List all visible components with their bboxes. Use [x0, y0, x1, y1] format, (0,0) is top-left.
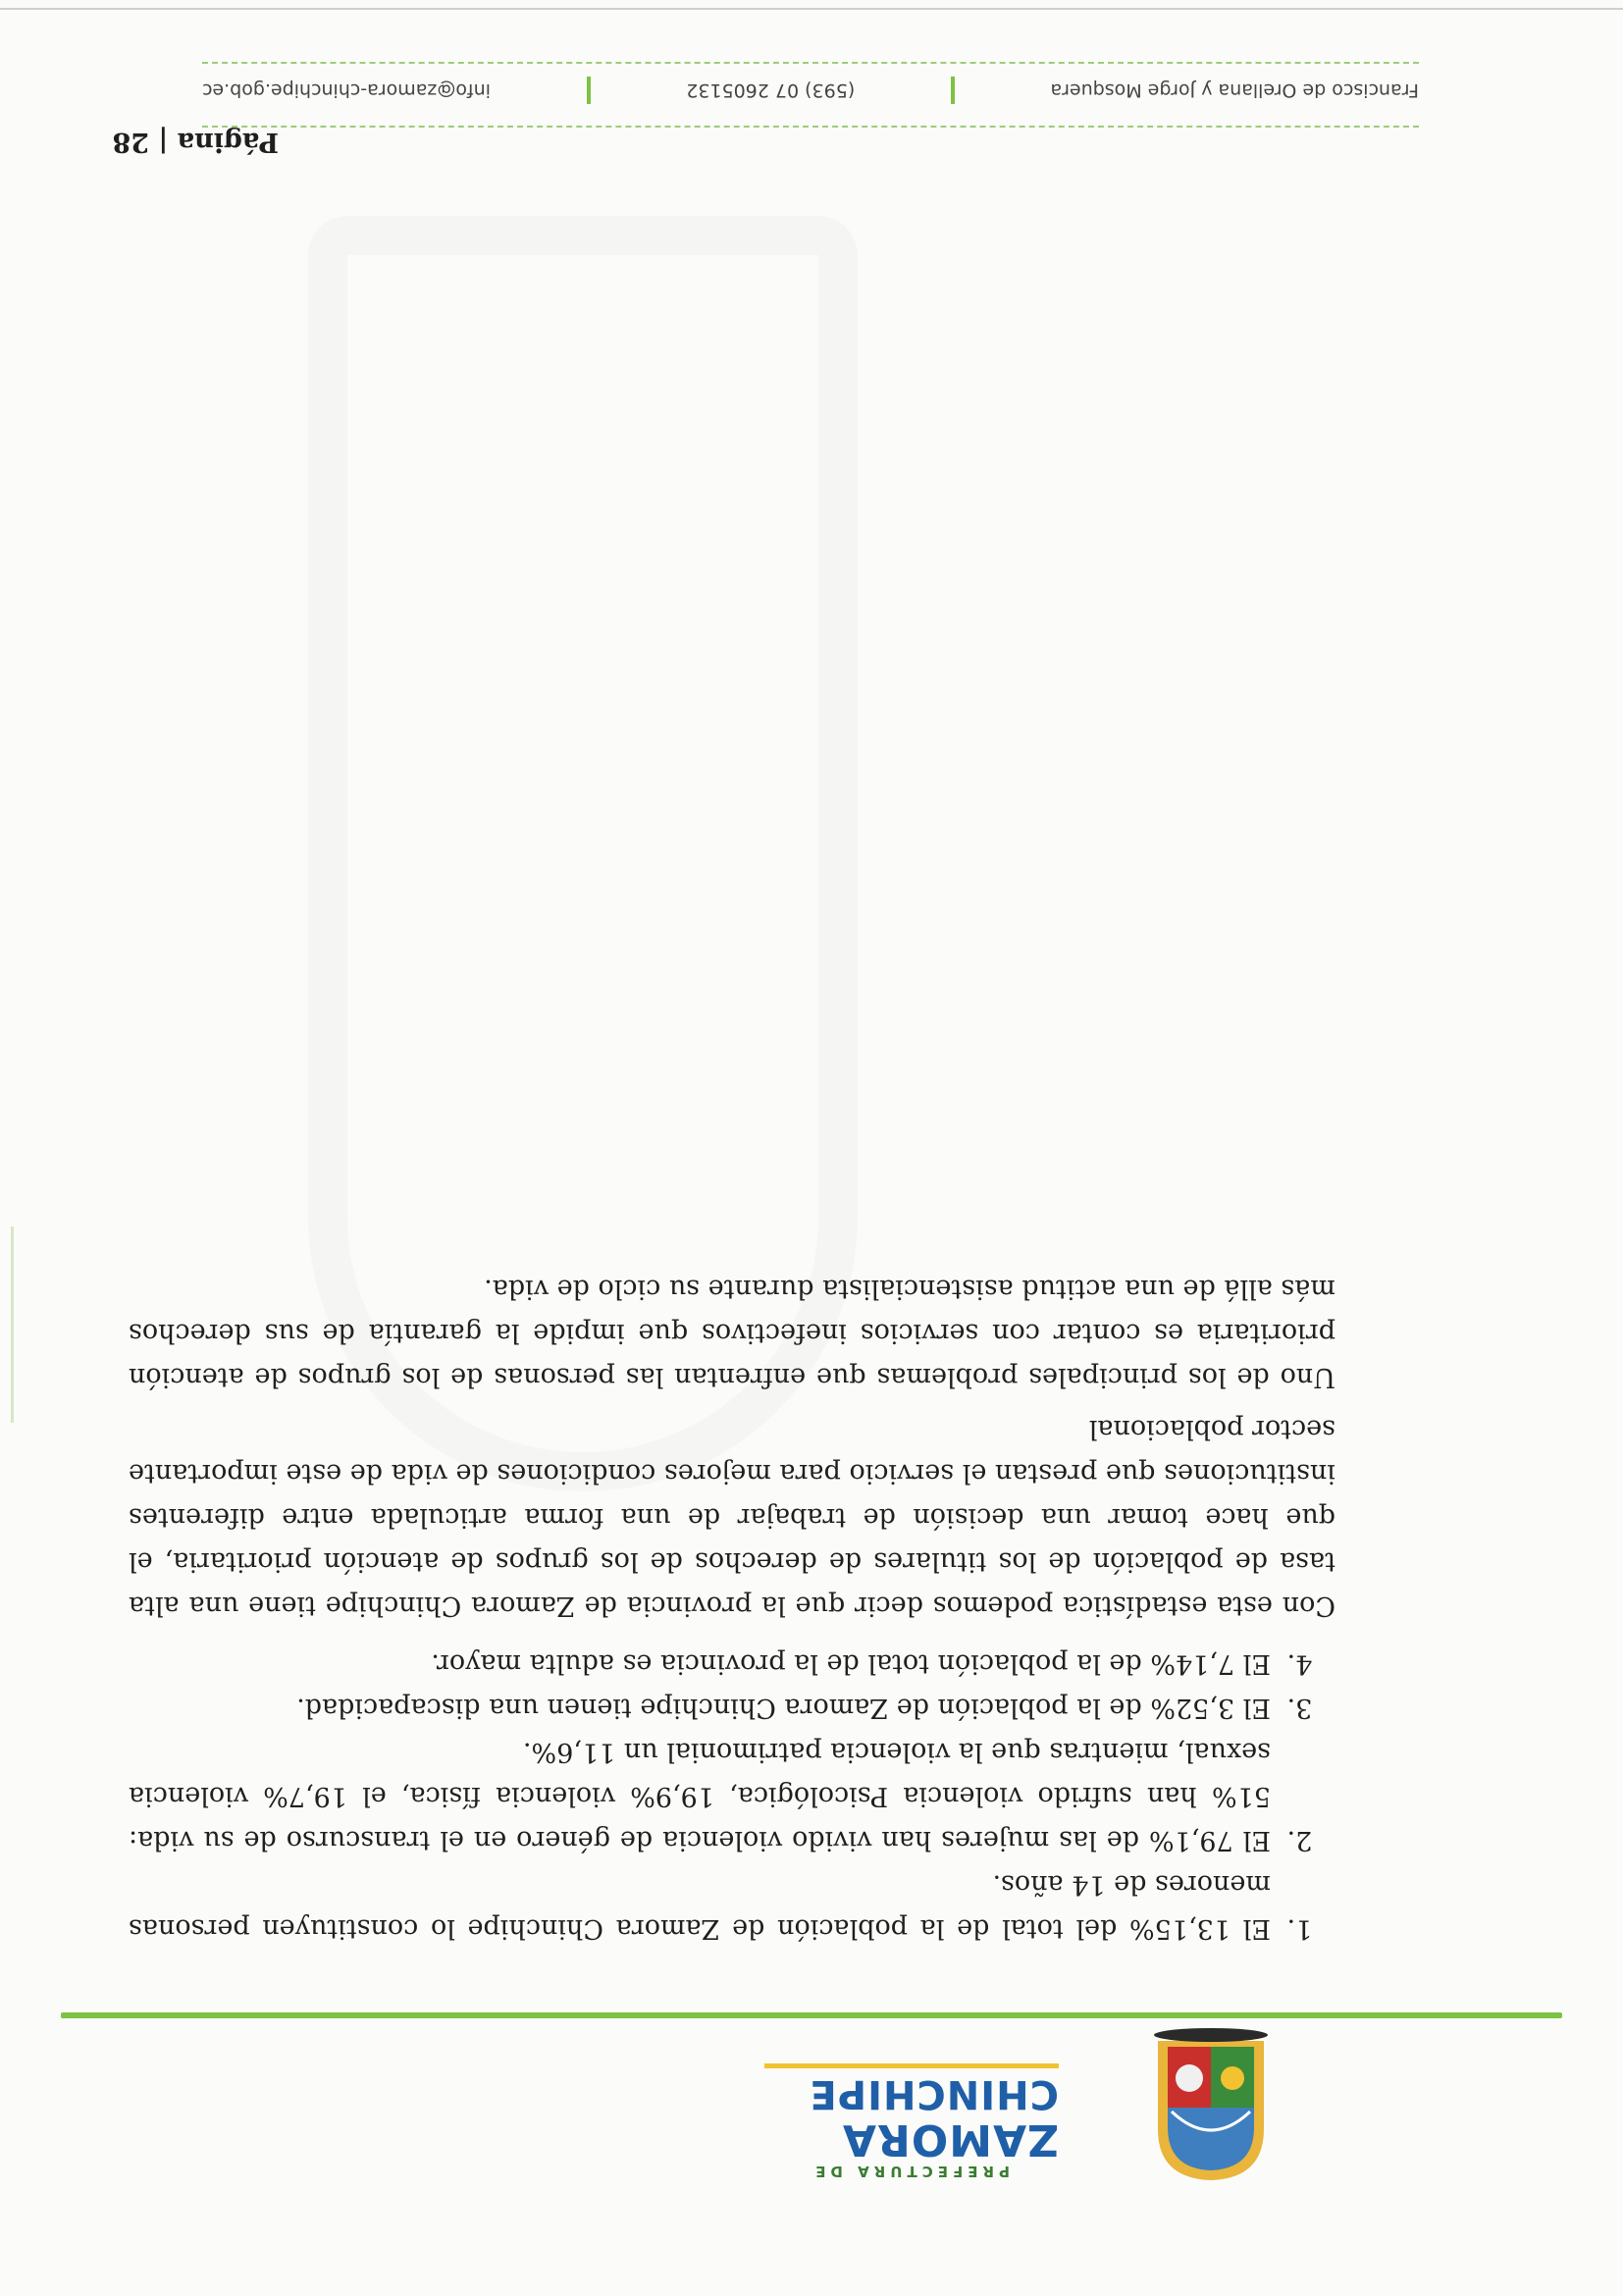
list-item: 2. El 79,1% de las mujeres han vivido violencia de género en el transcurso de su vida: 51% han sufrido violencia Psicológica, 19,9% violencia física, el 19,7% violencia sexual, mientras que la violencia patrimonial un 11,6%. [129, 1730, 1279, 1862]
page-footer [202, 71, 1419, 110]
footer-separator [587, 77, 591, 104]
paragraph: Uno de los principales problemas que enfrentan las personas de los grupos de atención prioritaria es contar con servicios inefectivos que impide la garantía de sus derechos más allá de una actitud asistencialista durante su ciclo de vida. [129, 1274, 1335, 1392]
statistics-list [129, 1642, 1335, 1951]
page-number: Página | 28 [112, 127, 279, 157]
footer-phone: (593) 07 2605132 [686, 79, 856, 101]
header-rule [61, 2012, 1562, 2018]
brand-wordmark [735, 2063, 1059, 2180]
footer-rule-top [202, 126, 1419, 128]
brand-underline [764, 2063, 1059, 2068]
list-item: 4. El 7,14% de la población total de la provincia es adulta mayor. [129, 1642, 1279, 1686]
page-edge [0, 8, 1623, 10]
footer-rule-bottom [202, 62, 1419, 64]
page-content [129, 1267, 1335, 1951]
brand-prefix: PREFECTURA DE [811, 2163, 1010, 2180]
paragraph: Con esta estadística podemos decir que la provincia de Zamora Chinchipe tiene una alta tasa de población de los titulares de derechos de los grupos de atención prioritaria, el que hace tomar una decisión de trabajar de una forma articulada entre diferentes instituciones que prestan el servicio para mejores condiciones de vida de este importante sector poblacional [129, 1414, 1335, 1621]
footer-separator [951, 77, 955, 104]
brand-subname: CHINCHIPE [809, 2071, 1059, 2116]
footer-address: Francisco de Orellana y Jorge Mosquera [1050, 79, 1419, 101]
page-header [0, 1982, 1623, 2296]
prefectura-emblem-icon [1144, 2027, 1278, 2188]
brand-name: ZAMORA [841, 2114, 1059, 2165]
footer-email: info@zamora-chinchipe.gob.ec [202, 79, 491, 101]
list-item: 1. El 13,15% del total de la población de Zamora Chinchipe lo constituyen personas menores de 14 años. [129, 1862, 1279, 1951]
list-item: 3. El 3,52% de la población de Zamora Chinchipe tienen una discapacidad. [129, 1686, 1279, 1730]
margin-mark [11, 1226, 14, 1423]
